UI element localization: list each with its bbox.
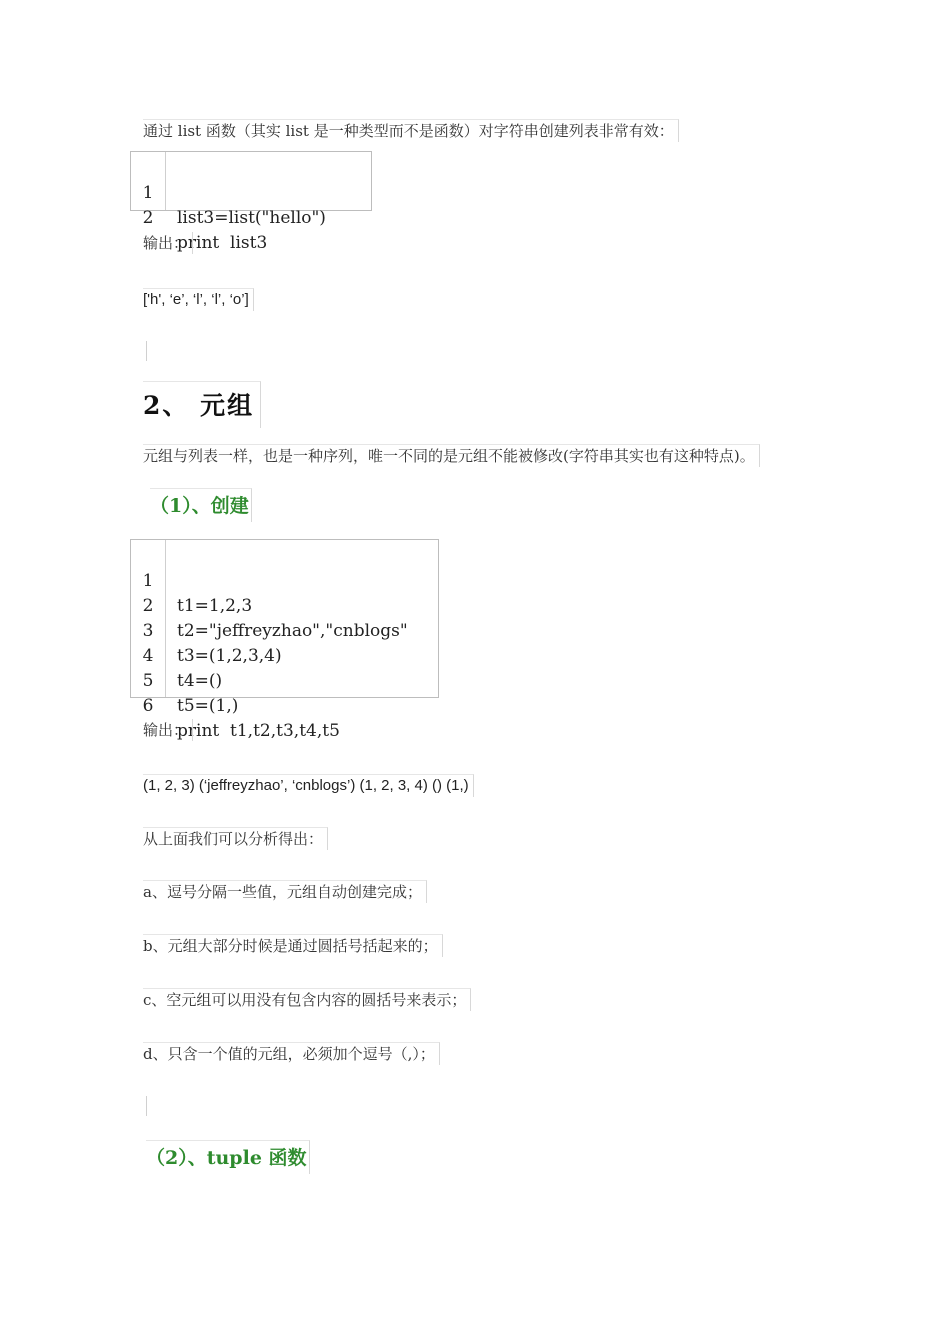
code-text: print t1,t2,t3,t4,t5 (177, 721, 340, 741)
line-number: 5 (142, 671, 154, 691)
analysis-intro: 从上面我们可以分析得出： (143, 827, 328, 850)
line-number: 4 (142, 646, 154, 666)
point-d: d、只含一个值的元组，必须加个逗号（,）； (143, 1042, 440, 1065)
code-line (131, 544, 438, 616)
line-number: 1 (142, 183, 154, 203)
point-b: b、元组大部分时候是通过圆括号括起来的； (143, 934, 443, 957)
point-c: c、空元组可以用没有包含内容的圆括号来表示； (143, 988, 471, 1011)
output-result: (1, 2, 3) (‘jeffreyzhao’, ‘cnblogs’) (1, 2, 3, 4) () (1,) (143, 774, 474, 797)
line-number: 6 (142, 696, 154, 716)
subheading-create: （1）、创建 (150, 488, 252, 522)
line-number: 1 (142, 571, 154, 591)
output-label: 输出： (143, 719, 193, 741)
output-label: 输出： (143, 232, 193, 254)
code-text: list3=list("hello") (177, 208, 326, 228)
code-text: t3=(1,2,3,4) (177, 646, 282, 666)
section-heading: 2、 元组 (143, 381, 261, 428)
output-result: ['h', ‘e’, ‘l’, ‘l’, ‘o’] (143, 288, 254, 311)
paragraph-marker (146, 341, 147, 361)
paragraph-marker (146, 1096, 147, 1116)
code-text: print list3 (177, 233, 268, 253)
code-text: t2="jeffreyzhao","cnblogs" (177, 621, 408, 641)
line-number: 2 (142, 596, 154, 616)
code-text: t1=1,2,3 (177, 596, 253, 616)
line-number: 2 (142, 208, 154, 228)
code-text: t5=(1,) (177, 696, 239, 716)
line-number: 3 (142, 621, 154, 641)
intro-paragraph: 通过 list 函数（其实 list 是一种类型而不是函数）对字符串创建列表非常有效： (143, 119, 679, 142)
tuple-description: 元组与列表一样，也是一种序列，唯一不同的是元组不能被修改(字符串其实也有这种特点)。 (143, 444, 760, 467)
code-text: t4=() (177, 671, 223, 691)
code-line (131, 156, 371, 228)
point-a: a、逗号分隔一些值，元组自动创建完成； (143, 880, 427, 903)
subheading-tuple-function: （2）、tuple 函数 (146, 1140, 310, 1174)
